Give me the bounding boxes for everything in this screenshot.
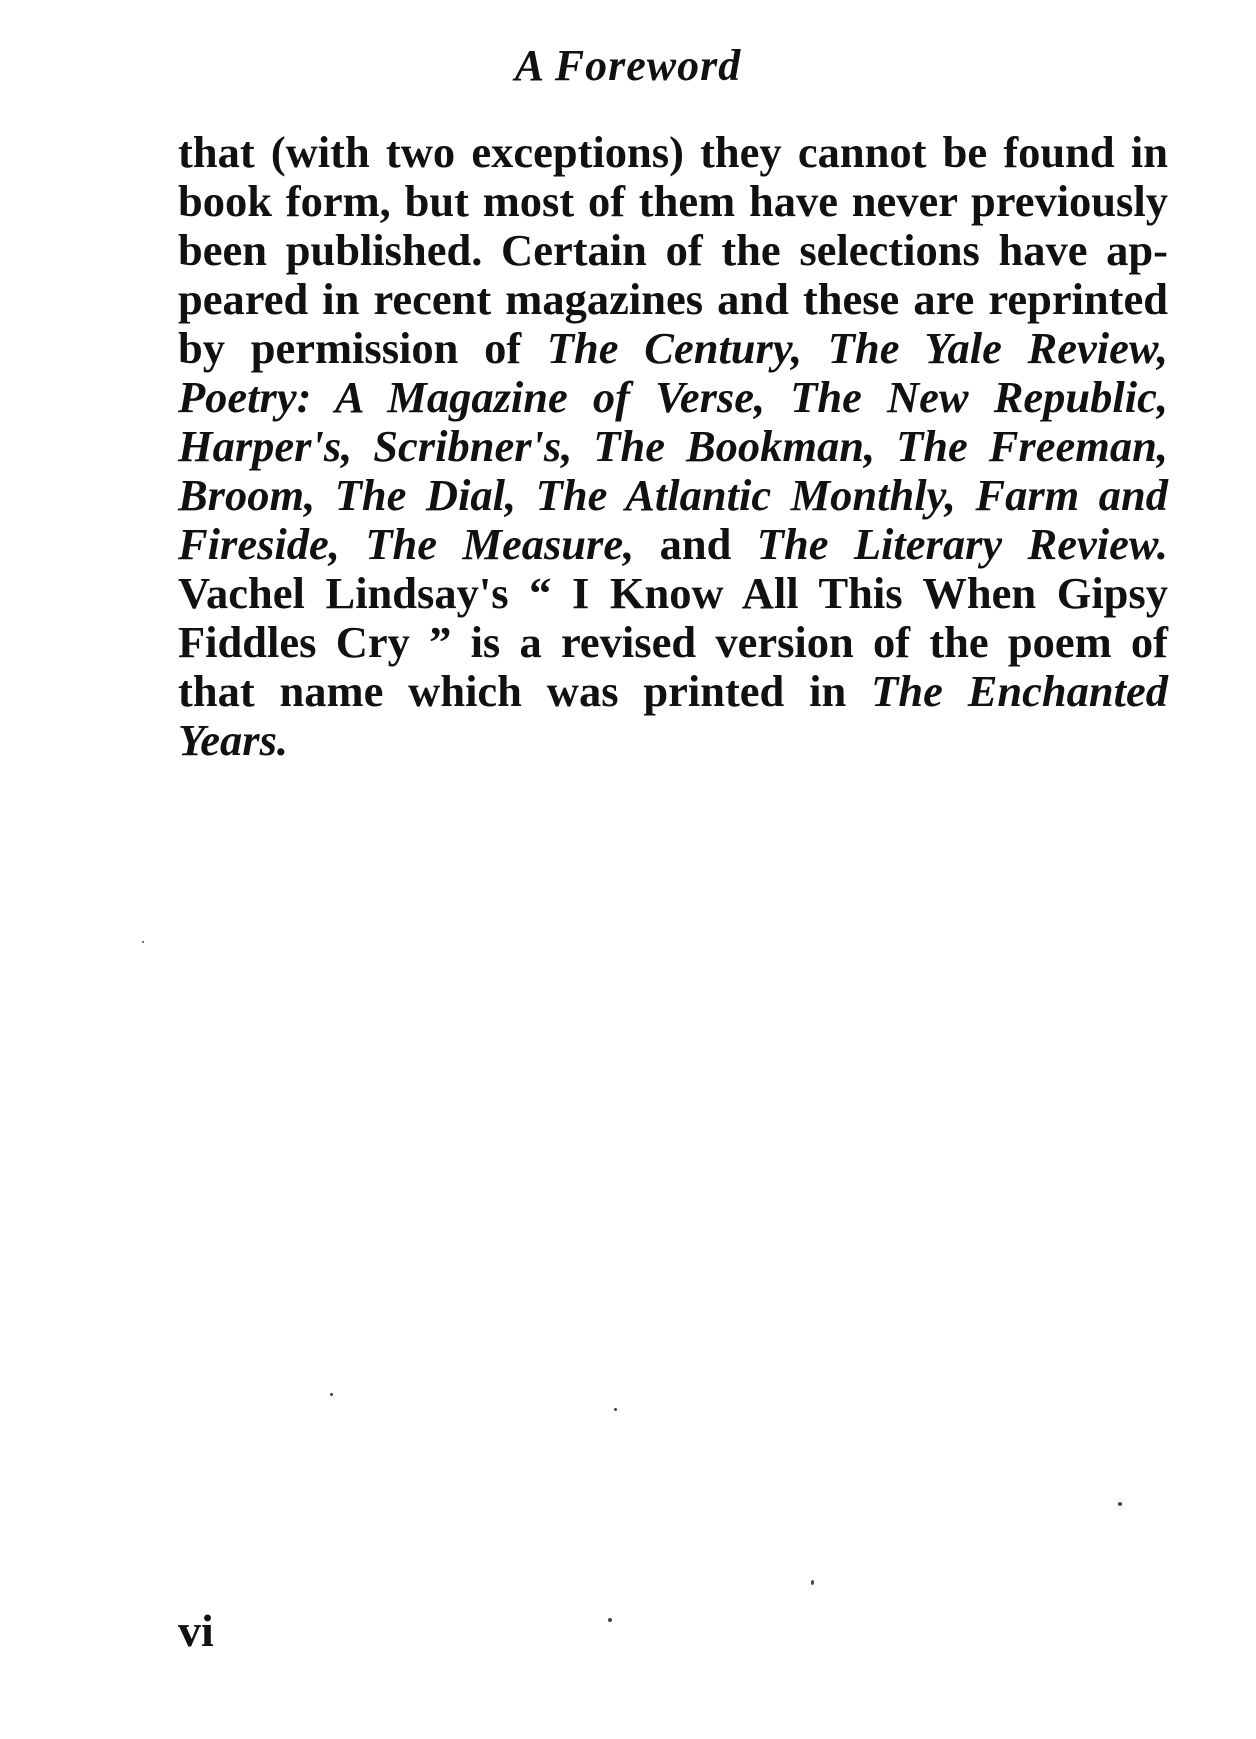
- roman-text: Vachel Lindsay's “ I Know All This When Gipsy: [178, 568, 1168, 618]
- scan-speck: [1118, 1502, 1122, 1506]
- page-number: vi: [178, 1605, 214, 1656]
- foreword-paragraph: [178, 128, 1168, 765]
- text-line: [178, 520, 1168, 569]
- text-line: [178, 226, 1168, 275]
- scan-speck: [608, 1618, 612, 1622]
- italic-title-text: Harper's, Scribner's, The Bookman, The Freeman,: [178, 421, 1168, 471]
- roman-text: been published. Certain of the selections have ap-: [178, 225, 1168, 275]
- roman-text: and: [634, 519, 757, 569]
- roman-text: book form, but most of them have never previously: [178, 176, 1168, 226]
- text-line: [178, 275, 1168, 324]
- roman-text: by permission of: [178, 323, 547, 373]
- italic-title-text: Broom, The Dial, The Atlantic Monthly, Farm and: [178, 470, 1168, 520]
- scan-speck: [811, 1580, 814, 1585]
- text-line: [178, 128, 1168, 177]
- italic-title-text: Poetry: A Magazine of Verse, The New Republic,: [178, 372, 1168, 422]
- running-head: A Foreword: [514, 41, 742, 90]
- italic-title-text: Years.: [178, 715, 289, 765]
- text-line: [178, 324, 1168, 373]
- italic-title-text: The Enchanted: [871, 666, 1168, 716]
- roman-text: that (with two exceptions) they cannot be found in: [178, 127, 1168, 177]
- roman-text: Fiddles Cry ” is a revised version of the poem of: [178, 617, 1168, 667]
- roman-text: that name which was printed in: [178, 666, 872, 716]
- text-line: [178, 569, 1168, 618]
- text-line: [178, 618, 1168, 667]
- text-line: [178, 667, 1168, 716]
- roman-text: peared in recent magazines and these are reprinted: [178, 274, 1168, 324]
- text-line: [178, 177, 1168, 226]
- italic-title-text: The Century, The Yale Review,: [546, 323, 1169, 373]
- italic-title-text: Fireside, The Measure,: [178, 519, 635, 569]
- text-line: [178, 471, 1168, 520]
- text-line: [178, 716, 1168, 765]
- text-line: [178, 422, 1168, 471]
- scan-speck: [142, 941, 144, 943]
- text-line: [178, 373, 1168, 422]
- scan-speck: [330, 1393, 333, 1396]
- italic-title-text: The Literary Review.: [756, 519, 1169, 569]
- scan-speck: [614, 1408, 617, 1411]
